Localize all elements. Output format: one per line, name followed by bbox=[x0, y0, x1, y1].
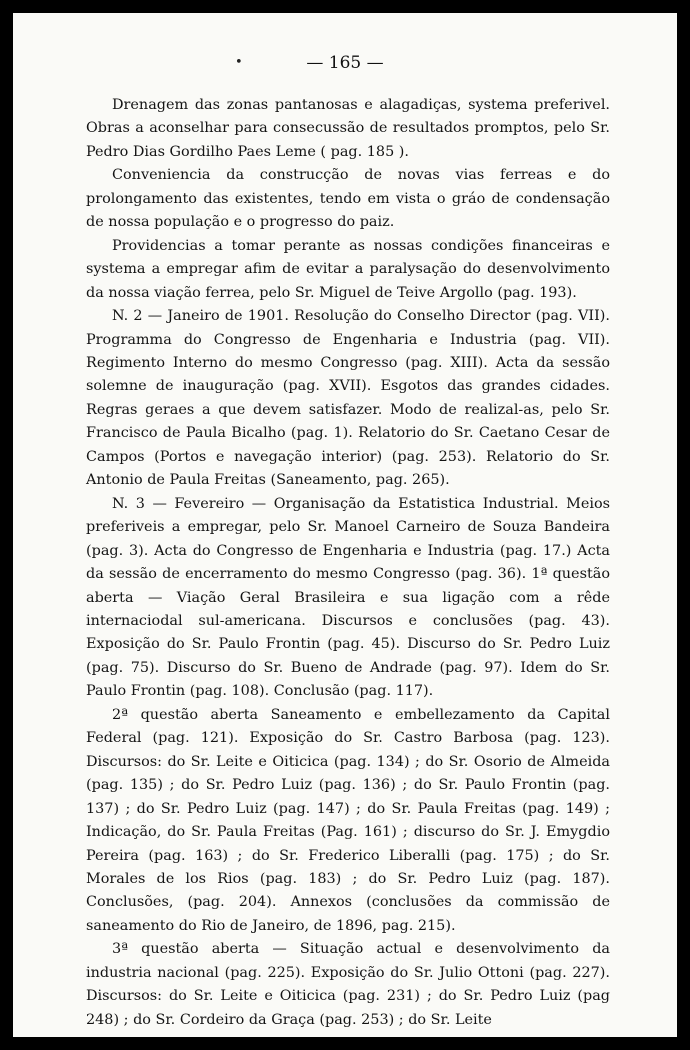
paragraph: 2ª questão aberta Saneamento e embellezamento da Capital Federal (pag. 121). Exposição do Sr. Castro Barbosa (pag. 123). Discursos: do Sr. Leite e Oiticica (pag. 134) ; do Sr. Osorio de Almeida (pag. 135) ; do Sr. Pedro Luiz (pag. 136) ; do Sr. Paulo Frontin (pag. 137) ; do Sr. Pedro Luiz (pag. 147) ; do Sr. Paula Freitas (pag. 149) ; Indicação, do Sr. Paula Freitas (Pag. 161) ; discurso do Sr. J. Emygdio Pereira (pag. 163) ; do Sr. Frederico Liberalli (pag. 175) ; do Sr. Morales de los Rios (pag. 183) ; do Sr. Pedro Luiz (pag. 187). Conclusões, (pag. 204). Annexos (conclusões da commissão de saneamento do Rio de Janeiro, de 1896, pag. 215). bbox=[86, 706, 610, 934]
paragraph: Conveniencia da construcção de novas vias ferreas e do prolongamento das existentes, tendo em vista o gráo de condensação de nossa população e o progresso do paiz. bbox=[86, 167, 610, 231]
paragraph: N. 3 — Fevereiro — Organisação da Estatistica Industrial. Meios preferiveis a empregar, pelo Sr. Manoel Carneiro de Souza Bandeira (pag. 3). Acta do Congresso de Engenharia e Industria (pag. 17.) Acta da sessão de encerramento do mesmo Congresso (pag. 36). 1ª questão aberta — Viação Geral Brasileira e sua ligação com a rêde internaciodal sul-americana. Discursos e conclusões (pag. 43). Exposição do Sr. Paulo Frontin (pag. 45). Discurso do Sr. Pedro Luiz (pag. 75). Discurso do Sr. Bueno de Andrade (pag. 97). Idem do Sr. Paulo Frontin (pag. 108). Conclusão (pag. 117). bbox=[86, 495, 610, 700]
page-body bbox=[86, 94, 610, 1032]
page-mark: • bbox=[235, 55, 243, 70]
paragraph: N. 2 — Janeiro de 1901. Resolução do Conselho Director (pag. VII). Programma do Congresso de Engenharia e Industria (pag. VII). Regimento Interno do mesmo Congresso (pag. XIII). Acta da sessão solemne de inauguração (pag. XVII). Esgotos das grandes cidades. Regras geraes a que devem satisfazer. Modo de realizal-as, pelo Sr. Francisco de Paula Bicalho (pag. 1). Relatorio do Sr. Caetano Cesar de Campos (Portos e navegação interior) (pag. 253). Relatorio do Sr. Antonio de Paula Freitas (Saneamento, pag. 265). bbox=[86, 308, 610, 489]
paragraph: Providencias a tomar perante as nossas condições financeiras e systema a empregar afim de evitar a paralysação do desenvolvimento da nossa viação ferrea, pelo Sr. Miguel de Teive Argollo (pag. 193). bbox=[86, 237, 610, 301]
book-page bbox=[13, 13, 677, 1037]
page-number: — 165 — bbox=[306, 53, 384, 73]
paragraph: Drenagem das zonas pantanosas e alagadiças, systema preferivel. Obras a aconselhar para consecussão de resultados promptos, pelo Sr. Pedro Dias Gordilho Paes Leme ( pag. 185 ). bbox=[86, 97, 610, 160]
paragraph: 3ª questão aberta — Situação actual e desenvolvimento da industria nacional (pag. 225). Exposição do Sr. Julio Ottoni (pag. 227). Discursos: do Sr. Leite e Oiticica (pag. 231) ; do Sr. Pedro Luiz (pag 248) ; do Sr. Cordeiro da Graça (pag. 253) ; do Sr. Leite bbox=[86, 941, 610, 1028]
